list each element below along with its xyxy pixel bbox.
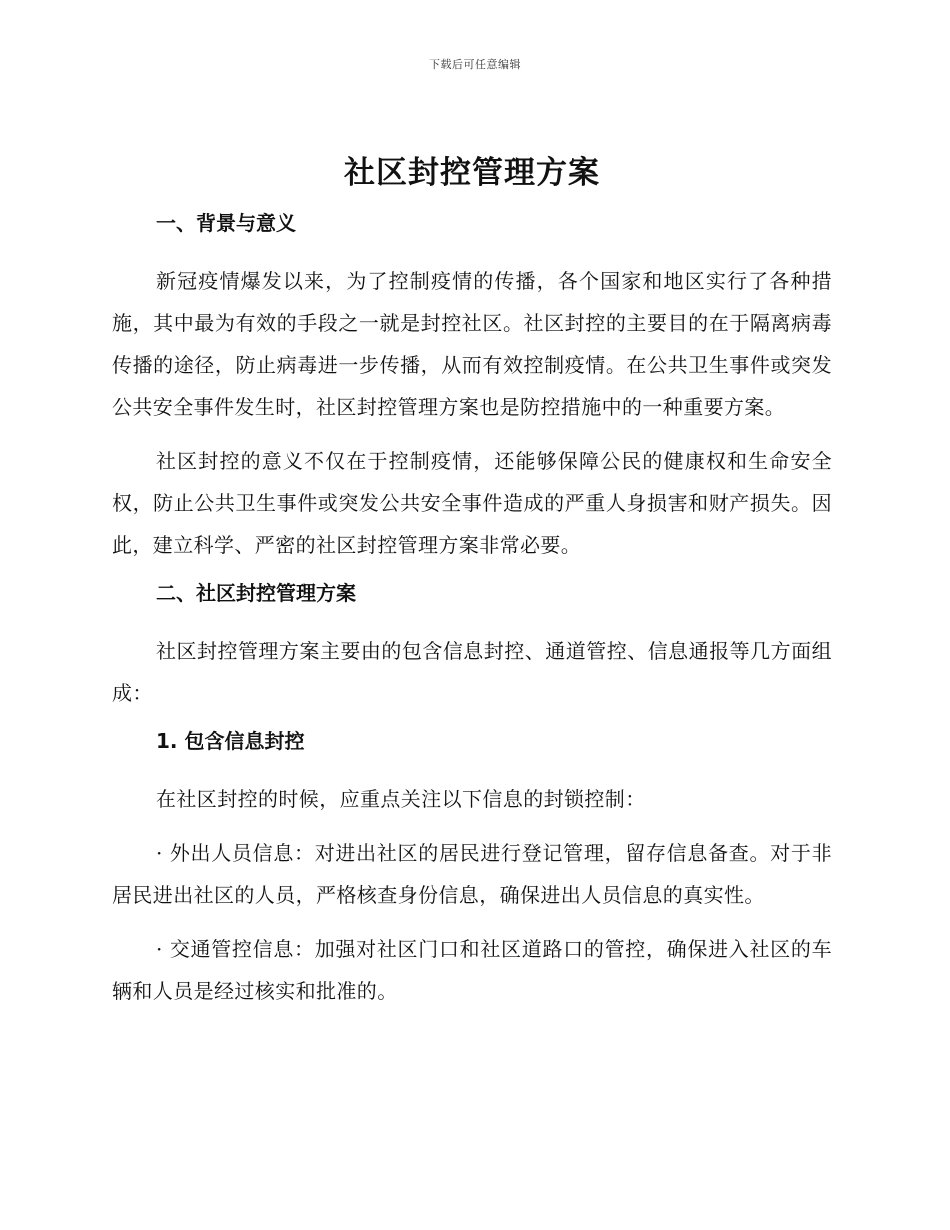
header-note: 下载后可任意编辑 <box>429 58 521 71</box>
bullet-item: · 外出人员信息：对进出社区的居民进行登记管理，留存信息备查。对于非居民进出社区的人员，严格核查身份信息，确保进出人员信息的真实性。 <box>112 841 832 907</box>
paragraph: 在社区封控的时候，应重点关注以下信息的封锁控制： <box>156 787 646 811</box>
paragraph: 新冠疫情爆发以来，为了控制疫情的传播，各个国家和地区实行了各种措施，其中最为有效的手段之一就是封控社区。社区封控的主要目的在于隔离病毒传播的途径，防止病毒进一步传播，从而有效控制疫情。在公共卫生事件或突发公共安全事件发生时，社区封控管理方案也是防控措施中的一种重要方案。 <box>112 269 832 419</box>
paragraph: 社区封控管理方案主要由的包含信息封控、通道管控、信息通报等几方面组成： <box>112 639 832 705</box>
document-page <box>112 150 832 1024</box>
document-title: 社区封控管理方案 <box>344 155 600 191</box>
paragraph: 社区封控的意义不仅在于控制疫情，还能够保障公民的健康权和生命安全权，防止公共卫生事件或突发公共安全事件造成的严重人身损害和财产损失。因此，建立科学、严密的社区封控管理方案非常必要。 <box>112 449 832 557</box>
bullet-item: · 交通管控信息：加强对社区门口和社区道路口的管控，确保进入社区的车辆和人员是经过核实和批准的。 <box>112 937 832 1003</box>
section-heading-plan: 二、社区封控管理方案 <box>156 581 356 605</box>
section-heading-background: 一、背景与意义 <box>156 211 296 235</box>
subsection-heading-info-control: 1. 包含信息封控 <box>156 729 305 753</box>
